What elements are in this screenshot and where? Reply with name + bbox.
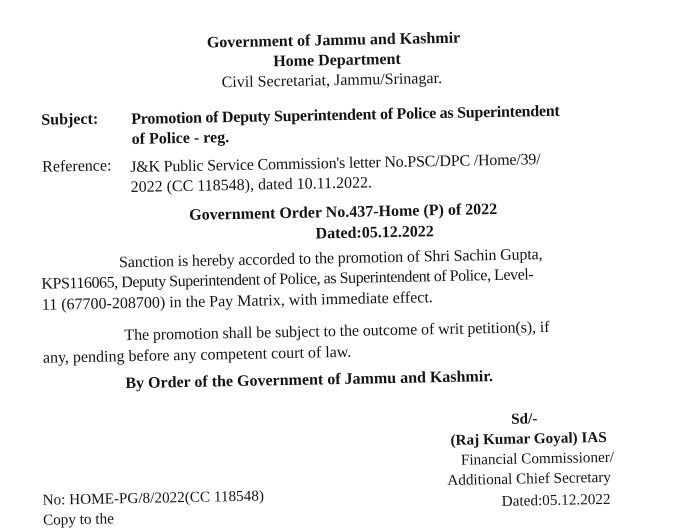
signatory-designation-1: Financial Commissioner/: [460, 448, 615, 469]
reference-line-1: J&K Public Service Commission's letter No.PSC/DPC /Home/39/: [130, 151, 541, 177]
subject-line-2: of Police - reg.: [131, 129, 230, 148]
para1-line-1: Sanction is hereby accorded to the promotion of Shri Sachin Gupta,: [118, 246, 543, 272]
subject-line-1: Promotion of Deputy Superintendent of Police as Superintendent: [131, 102, 560, 128]
para2-line-2: any, pending before any competent court of law.: [42, 343, 352, 367]
file-number: No: HOME-PG/8/2022(CC 118548): [42, 487, 265, 509]
para1-line-3: 11 (67700-208700) in the Pay Matrix, with immediate effect.: [41, 289, 433, 314]
header-location: Civil Secretariat, Jammu/Srinagar.: [221, 70, 443, 92]
signatory-name: (Raj Kumar Goyal) IAS: [450, 428, 607, 449]
reference-label: Reference:: [42, 157, 112, 176]
signatory-designation-2: Additional Chief Secretary: [447, 468, 612, 489]
para2-line-1: The promotion shall be subject to the outcome of writ petition(s), if: [124, 318, 550, 345]
header-government: Government of Jammu and Kashmir: [206, 29, 461, 52]
para1-line-2: KPS116065, Deputy Superintendent of Police, as Superintendent of Police, Level-: [41, 266, 534, 293]
subject-label: Subject:: [41, 110, 99, 129]
header-department: Home Department: [273, 50, 401, 71]
signature-sd: Sd/-: [510, 410, 538, 428]
by-order-line: By Order of the Government of Jammu and Kashmir.: [125, 368, 494, 393]
order-date: Dated:05.12.2022: [315, 223, 434, 243]
copy-to-line: Copy to the: [42, 510, 115, 529]
reference-line-2: 2022 (CC 118548), dated 10.11.2022.: [130, 174, 373, 197]
signature-date: Dated:05.12.2022: [501, 490, 611, 510]
order-title: Government Order No.437-Home (P) of 2022: [189, 200, 498, 224]
